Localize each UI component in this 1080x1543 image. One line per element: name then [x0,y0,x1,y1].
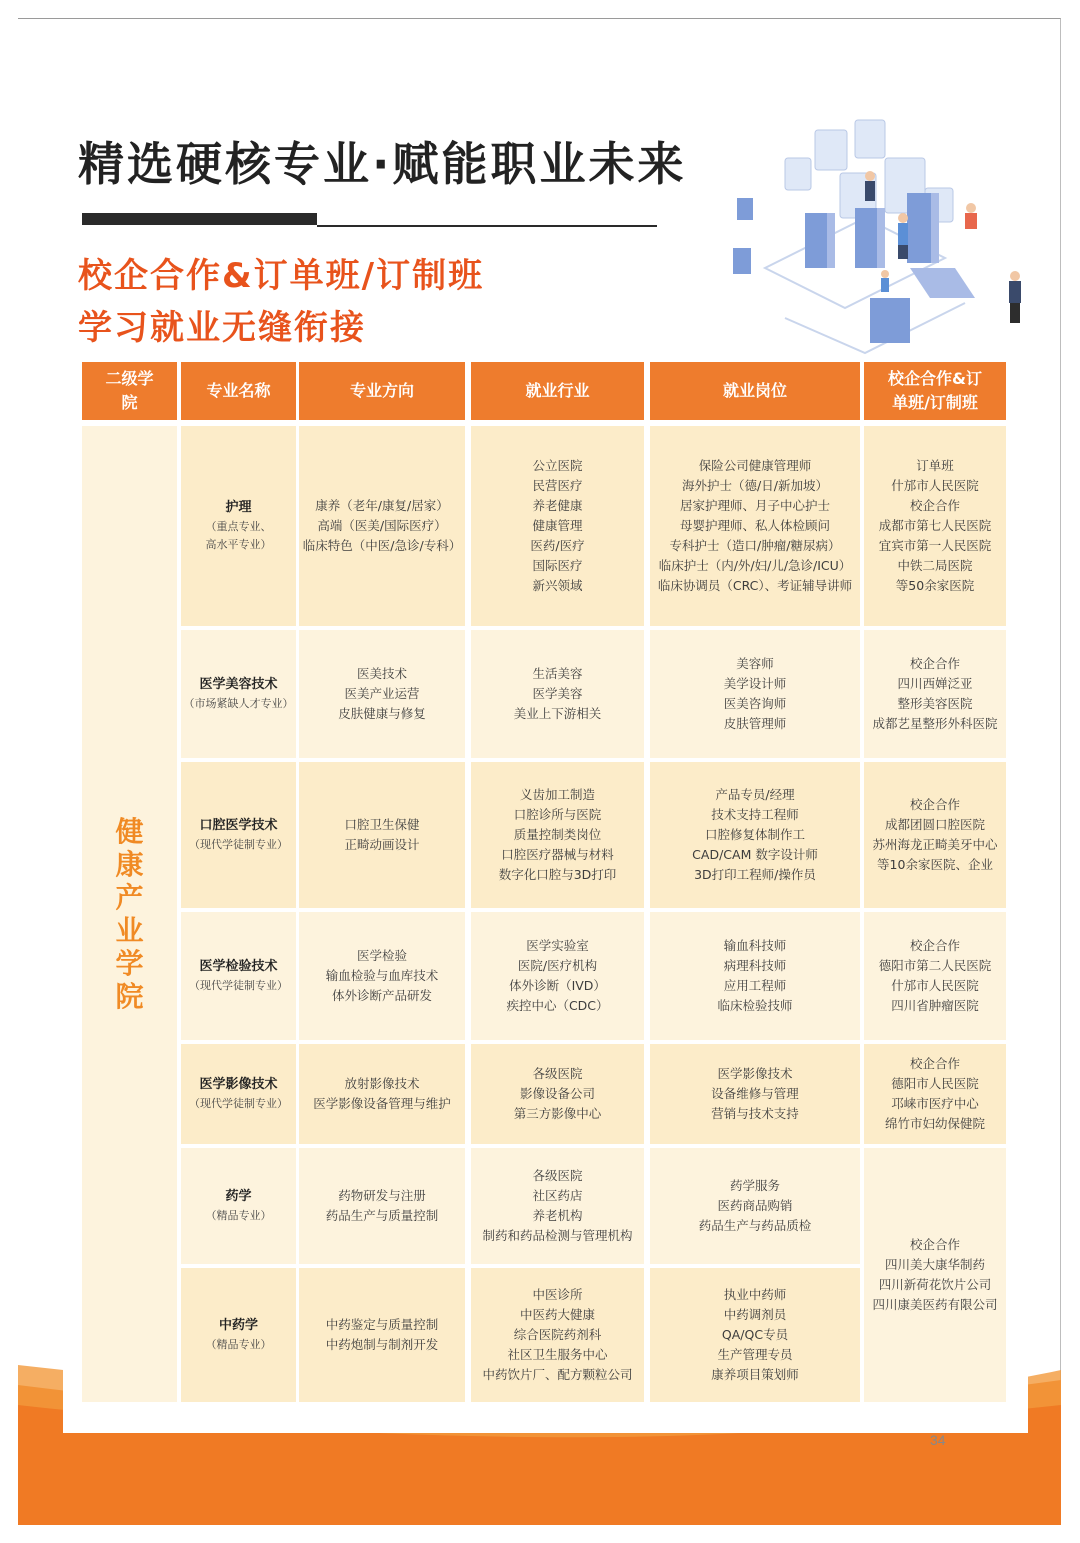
position-item: 临床护士（内/外/妇/儿/急诊/ICU） [658,558,852,573]
industry-item: 美业上下游相关 [513,706,602,721]
cooperation-item: 什邡市人民医院 [891,478,979,493]
cooperation-item: 什邡市人民医院 [891,978,979,993]
position-item: QA/QC专员 [721,1327,789,1342]
cooperation-item: 四川康美医药有限公司 [872,1297,998,1312]
cooperation-item: 校企合作 [909,1237,960,1252]
direction-item: 医美产业运营 [344,686,420,701]
industry-item: 第三方影像中心 [513,1106,602,1121]
direction-cell [299,762,465,908]
position-item: 皮肤管理师 [723,716,787,731]
major-note: （市场紧缺人才专业） [183,697,294,710]
position-item: 中药调剂员 [723,1307,787,1322]
position-item: 医美咨询师 [723,696,787,711]
industry-cell [471,1148,644,1264]
cooperation-item: 成都艺星整形外科医院 [872,716,998,731]
position-item: 美学设计师 [723,676,787,691]
position-item: 输血科技师 [723,938,787,953]
industry-item: 疾控中心（CDC） [506,998,609,1013]
page-number: 34 [930,1432,946,1448]
direction-item: 中药炮制与制剂开发 [325,1337,439,1352]
cooperation-item: 成都团圆口腔医院 [884,817,985,832]
direction-item: 药物研发与注册 [338,1188,426,1203]
cooperation-item: 德阳市第二人民医院 [878,958,992,973]
position-item: 口腔修复体制作工 [704,827,805,842]
industry-item: 社区药店 [532,1188,583,1203]
direction-item: 输血检验与血库技术 [325,968,439,983]
direction-item: 放射影像技术 [344,1076,420,1091]
major-name: 药学 [225,1189,252,1204]
cooperation-cell [864,1044,1006,1144]
position-item: 医药商品购销 [717,1198,793,1213]
header-college-text: 二级学院 [105,369,154,412]
industry-item: 民营医疗 [532,478,583,493]
direction-cell [299,1044,465,1144]
industry-item: 医学实验室 [526,938,589,953]
header-major: 专业名称 [181,362,296,420]
cooperation-item: 校企合作 [909,938,960,953]
major-note: （现代学徒制专业） [189,979,288,992]
title-underline-thin [317,225,657,227]
industry-item: 口腔医疗器械与材料 [501,847,614,862]
industry-item: 数字化口腔与3D打印 [498,867,617,882]
position-cell [650,426,860,626]
cooperation-cell-shared [864,1148,1006,1402]
cooperation-item: 校企合作 [909,797,960,812]
industry-cell [471,630,644,758]
industry-item: 制药和药品检测与管理机构 [482,1228,633,1243]
industry-cell [471,426,644,626]
position-item: 临床协调员（CRC）、考证辅导讲师 [657,578,853,593]
industry-cell [471,1044,644,1144]
cooperation-item: 宜宾市第一人民医院 [878,538,992,553]
position-item: 执业中药师 [723,1287,787,1302]
header-position: 就业岗位 [650,362,860,420]
industry-item: 健康管理 [532,518,583,533]
position-item: 康养项目策划师 [711,1367,799,1382]
subtitle-line-1: 校企合作&订单班/订制班 [78,256,485,296]
major-note: （现代学徒制专业） [189,838,288,851]
position-item: 营销与技术支持 [711,1106,799,1121]
cooperation-item: 邛崃市医疗中心 [891,1096,979,1111]
position-item: 病理科技师 [723,958,787,973]
cooperation-item: 四川西婵泛亚 [897,676,973,691]
major-name: 医学影像技术 [199,1077,278,1092]
cooperation-item: 中铁二局医院 [897,558,973,573]
position-item: CAD/CAM 数字设计师 [692,847,818,862]
header-cooperation [864,362,1006,420]
major-note: 高水平专业） [205,538,272,551]
cooperation-item: 德阳市人民医院 [891,1076,979,1091]
subtitle-line-2: 学习就业无缝衔接 [78,308,366,348]
position-cell [650,1268,860,1402]
position-item: 保险公司健康管理师 [698,458,812,473]
cooperation-item: 校企合作 [909,656,960,671]
position-item: 产品专员/经理 [715,787,795,802]
industry-item: 影像设备公司 [519,1086,595,1101]
position-cell [650,762,860,908]
cooperation-cell [864,912,1006,1040]
cooperation-item: 苏州海龙正畸美牙中心 [872,837,998,852]
cooperation-item: 绵竹市妇幼保健院 [884,1116,985,1131]
header-college [82,362,177,420]
major-cell [181,1268,296,1402]
major-name: 口腔医学技术 [199,818,278,833]
major-cell [181,762,296,908]
direction-item: 临床特色（中医/急诊/专科） [302,538,462,553]
industry-item: 中医药大健康 [519,1307,595,1322]
direction-item: 高端（医美/国际医疗） [317,518,447,533]
industry-item: 体外诊断（IVD） [509,978,606,993]
position-item: 技术支持工程师 [711,807,799,822]
industry-item: 中医诊所 [532,1287,583,1302]
cooperation-item: 成都市第七人民医院 [878,518,992,533]
major-note: （现代学徒制专业） [189,1097,288,1110]
major-note: （重点专业、 [205,520,272,533]
position-item: 医学影像技术 [717,1066,793,1081]
cooperation-item: 等10余家医院、企业 [877,857,993,872]
direction-item: 中药鉴定与质量控制 [325,1317,439,1332]
industry-item: 公立医院 [532,458,583,473]
position-item: 药品生产与药品质检 [698,1218,812,1233]
industry-item: 养老健康 [532,498,583,513]
industry-item: 各级医院 [532,1168,583,1183]
direction-item: 药品生产与质量控制 [325,1208,439,1223]
header-cooperation-text: 校企合作&订单班/订制班 [888,369,982,412]
direction-item: 体外诊断产品研发 [331,988,432,1003]
industry-item: 社区卫生服务中心 [507,1347,608,1362]
direction-item: 医美技术 [356,666,407,681]
position-item: 生产管理专员 [717,1347,793,1362]
page-title: 精选硬核专业·赋能职业未来 [78,137,687,191]
major-note: （精品专业） [205,1338,272,1351]
position-cell [650,630,860,758]
major-cell [181,1148,296,1264]
direction-item: 医学影像设备管理与维护 [313,1096,451,1111]
position-cell [650,1148,860,1264]
position-item: 母婴护理师、私人体检顾问 [679,518,830,533]
cooperation-item: 整形美容医院 [897,696,973,711]
industry-item: 医院/医疗机构 [517,958,598,973]
title-underline-thick [82,213,317,225]
position-item: 3D打印工程师/操作员 [694,867,816,882]
direction-cell [299,630,465,758]
position-item: 海外护士（德/日/新加坡） [682,478,828,493]
direction-item: 医学检验 [356,948,407,963]
direction-item: 皮肤健康与修复 [338,706,426,721]
industry-cell [471,912,644,1040]
industry-item: 综合医院药剂科 [513,1327,602,1342]
direction-cell [299,912,465,1040]
industry-item: 生活美容 [532,666,583,681]
industry-item: 新兴领域 [532,578,583,593]
direction-item: 康养（老年/康复/居家） [315,498,449,513]
cooperation-item: 四川新荷花饮片公司 [878,1277,992,1292]
industry-item: 中药饮片厂、配方颗粒公司 [482,1367,633,1382]
industry-item: 医学美容 [532,686,583,701]
cooperation-item: 四川美大康华制药 [884,1257,985,1272]
position-item: 应用工程师 [723,978,787,993]
industry-item: 各级医院 [532,1066,583,1081]
direction-cell [299,1268,465,1402]
industry-cell [471,762,644,908]
position-cell [650,1044,860,1144]
position-item: 专科护士（造口/肿瘤/糖尿病） [669,538,841,553]
cooperation-item: 订单班 [916,458,954,473]
position-item: 药学服务 [729,1178,780,1193]
header-industry: 就业行业 [471,362,644,420]
position-item: 设备维修与管理 [711,1086,799,1101]
major-cell [181,912,296,1040]
header-direction: 专业方向 [299,362,465,420]
cooperation-item: 等50余家医院 [895,578,975,593]
isometric-office-illustration [725,118,1035,363]
major-cell [181,426,296,626]
position-item: 居家护理师、月子中心护士 [679,498,830,513]
industry-item: 国际医疗 [532,558,583,573]
industry-item: 养老机构 [532,1208,583,1223]
direction-item: 正畸动画设计 [344,837,420,852]
major-note: （精品专业） [205,1209,272,1222]
major-cell [181,1044,296,1144]
position-cell [650,912,860,1040]
industry-item: 口腔诊所与医院 [513,807,602,822]
cooperation-cell [864,762,1006,908]
direction-item: 口腔卫生保健 [344,817,420,832]
cooperation-cell [864,426,1006,626]
cooperation-item: 四川省肿瘤医院 [891,998,979,1013]
industry-cell [471,1268,644,1402]
industry-item: 医药/医疗 [530,538,585,553]
major-name: 医学检验技术 [199,959,278,974]
direction-cell [299,1148,465,1264]
major-name: 护理 [225,500,252,515]
major-name: 医学美容技术 [199,677,278,692]
cooperation-cell [864,630,1006,758]
direction-cell [299,426,465,626]
college-column [82,426,177,1402]
cooperation-item: 校企合作 [909,1056,960,1071]
industry-item: 质量控制类岗位 [513,827,602,842]
position-item: 临床检验技师 [717,998,793,1013]
major-cell [181,630,296,758]
industry-item: 义齿加工制造 [519,787,595,802]
position-item: 美容师 [736,656,774,671]
college-name: 健康产业学院 [115,815,144,1013]
major-name: 中药学 [218,1318,258,1333]
cooperation-item: 校企合作 [909,498,960,513]
